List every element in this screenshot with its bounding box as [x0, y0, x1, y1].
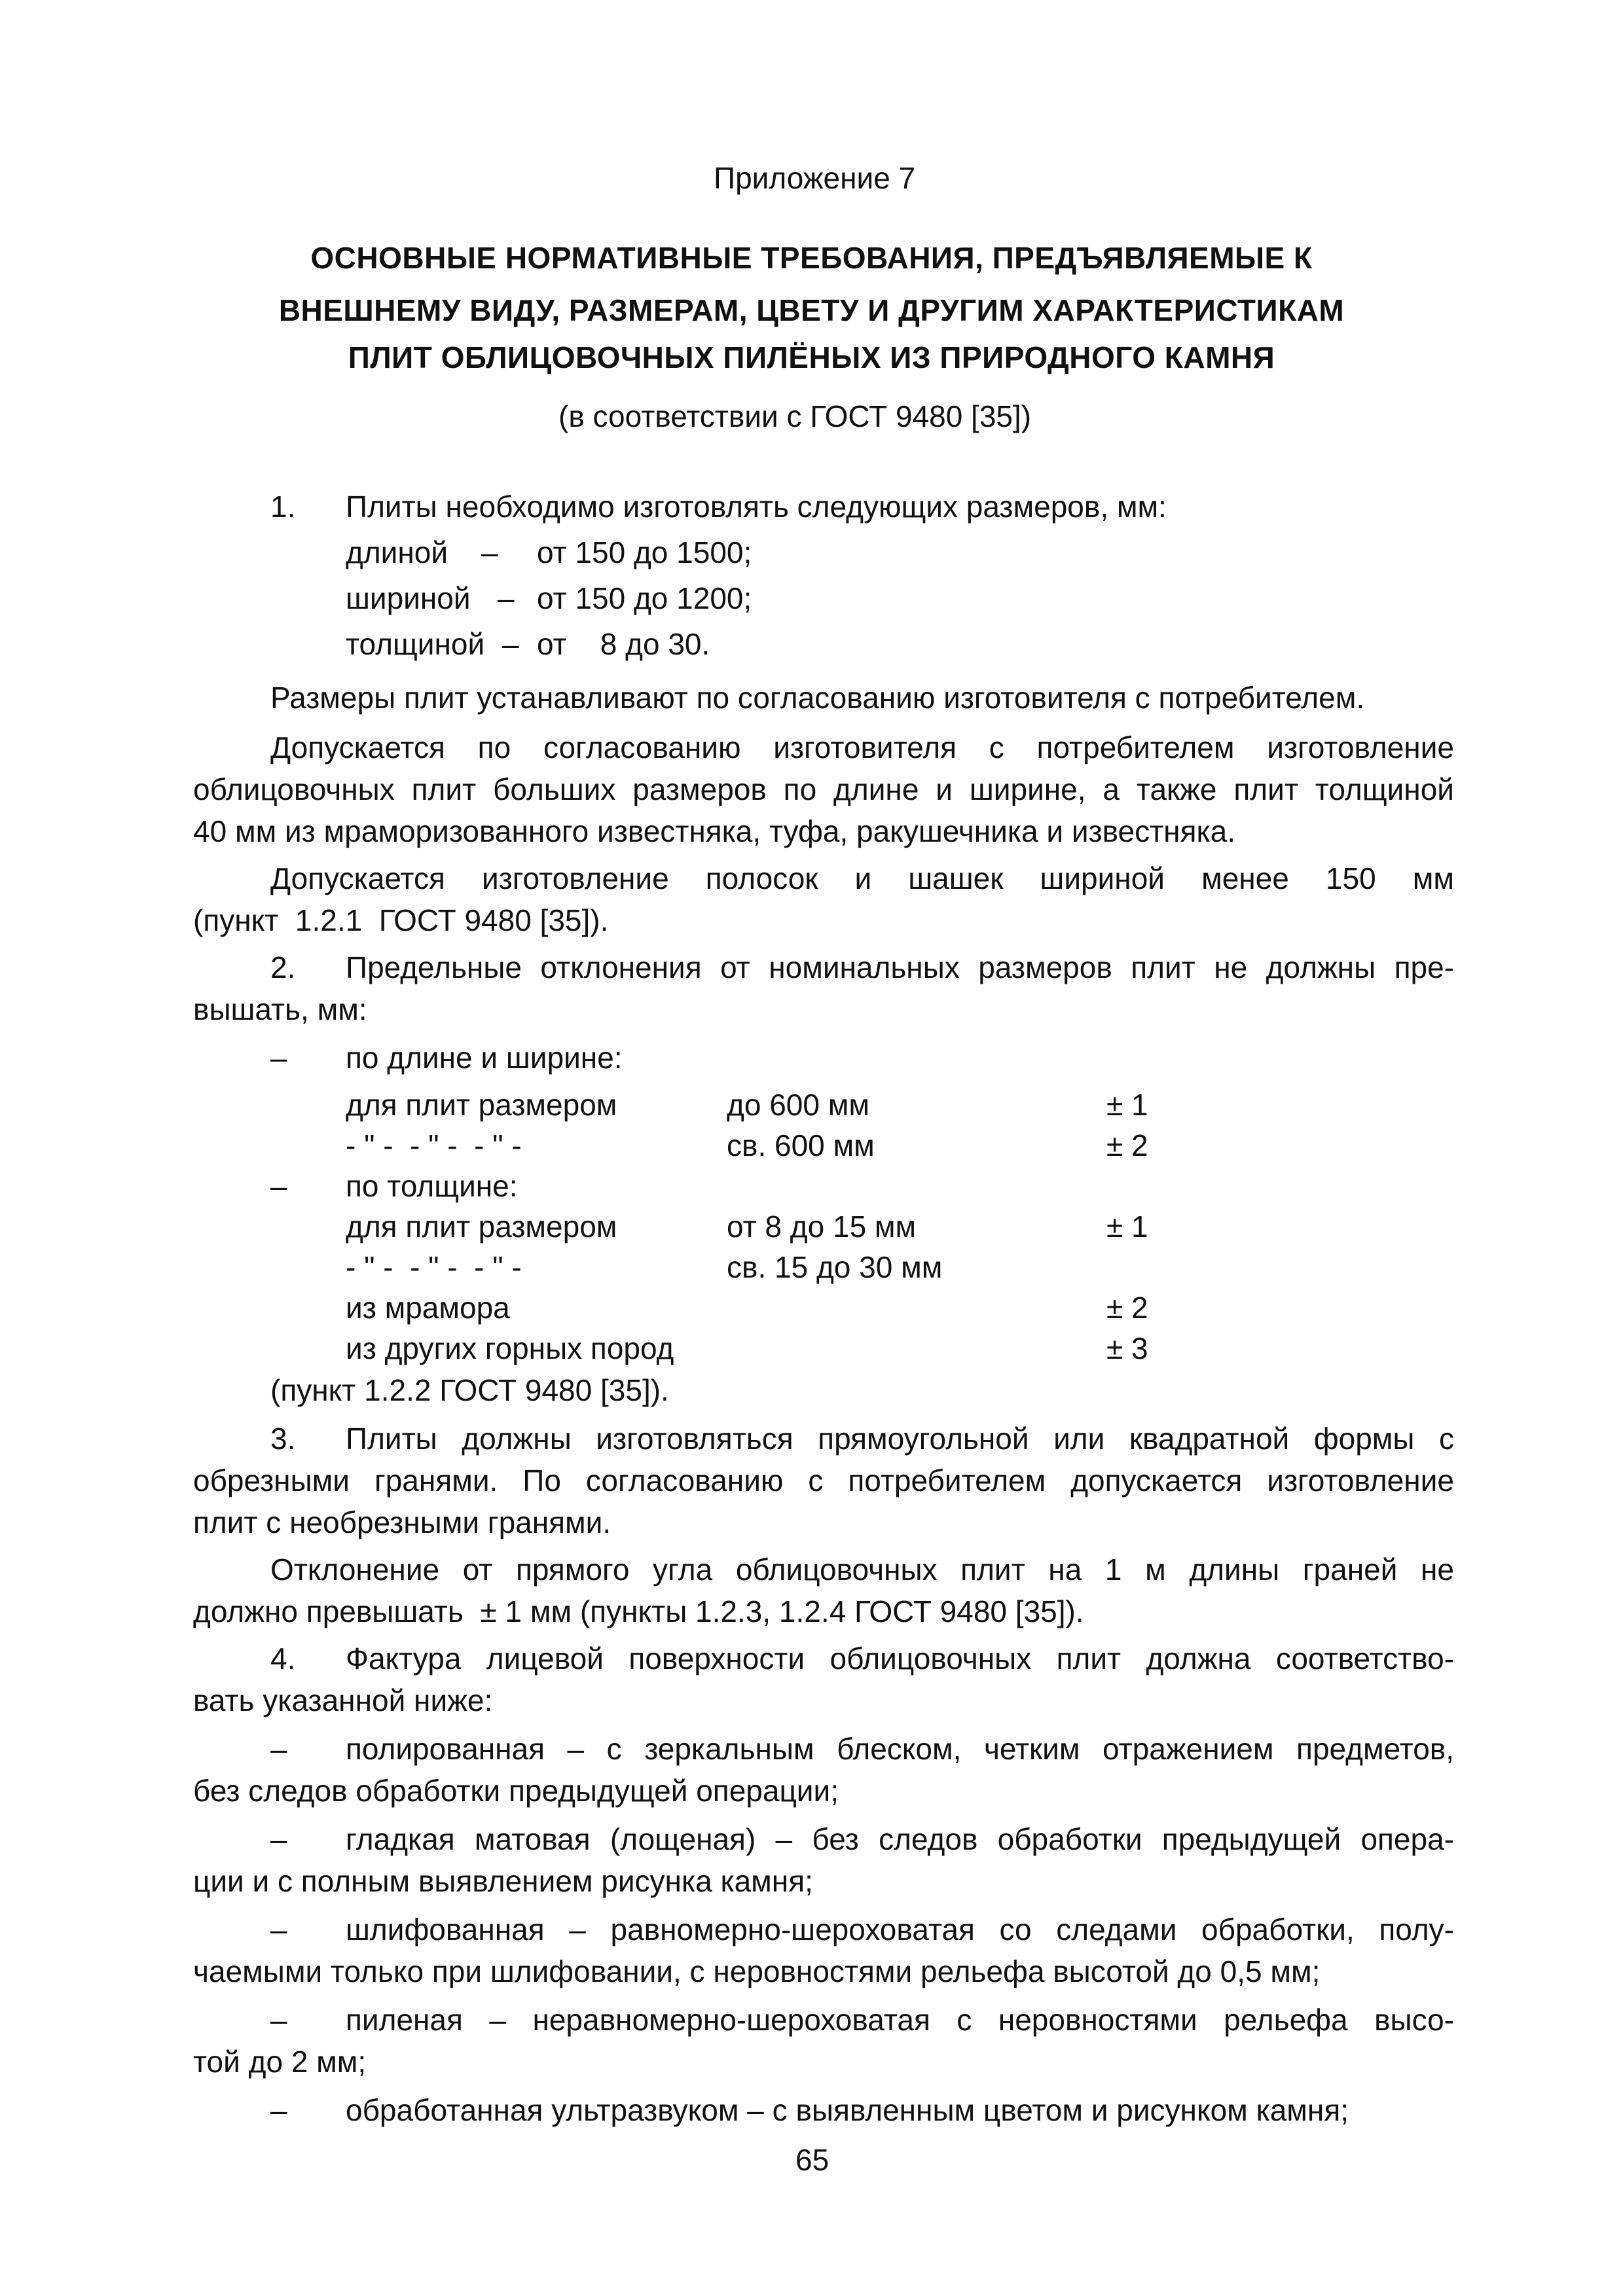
section-4-line-1: Фактура лицевой поверхности облицовочных плит должна соответство- [346, 1641, 1454, 1676]
texture-item-line-1: гладкая матовая (лощеная) – без следов обработки предыдущей опера- [346, 1822, 1454, 1856]
section-1-paragraph-3-line-2: (пункт 1.2.1 ГОСТ 9480 [35]). [193, 903, 609, 937]
tolerance-row-cell: св. 15 до 30 мм [727, 1250, 943, 1284]
tolerance-row-cell: - " - - " - - " - [346, 1128, 522, 1162]
tolerance-group-2-heading: по толщине: [346, 1169, 518, 1203]
tolerance-row-cell: от 8 до 15 мм [727, 1210, 917, 1244]
tolerance-row-cell: - " - - " - - " - [346, 1250, 522, 1284]
texture-item-line-1: шлифованная – равномерно-шероховатая со следами обработки, полу- [346, 1912, 1454, 1946]
tolerance-row-cell: из других горных пород [346, 1331, 674, 1365]
section-1-paragraph-2-line-1: Допускается по согласованию изготовителя с потребителем изготовление [270, 730, 1454, 764]
title-line-1: ОСНОВНЫЕ НОРМАТИВНЫЕ ТРЕБОВАНИЯ, ПРЕДЪЯВЛЯЕМЫЕ К [310, 241, 1313, 275]
size-width-range: от 150 до 1200; [537, 581, 752, 615]
size-width-label: шириной [346, 581, 471, 615]
section-1-paragraph-3-line-1: Допускается изготовление полосок и шашек шириной менее 150 мм [270, 861, 1454, 895]
texture-item-dash: – [270, 1732, 287, 1766]
section-3-line-2: обрезными гранями. По согласованию с потребителем допускается изготовление [193, 1463, 1454, 1498]
section-3-paragraph-2-line-2: должно превышать ± 1 мм (пункты 1.2.3, 1.2.4 ГОСТ 9480 [35]). [193, 1594, 1084, 1628]
tolerance-row-cell: св. 600 мм [727, 1128, 875, 1162]
texture-item-dash: – [270, 1822, 287, 1856]
section-3-line-1: Плиты должны изготовляться прямоугольной или квадратной формы с [346, 1422, 1454, 1456]
texture-item-dash: – [270, 1912, 287, 1946]
texture-item-line-2: ции и с полным выявлением рисунка камня; [193, 1864, 813, 1898]
section-3-paragraph-2-line-1: Отклонение от прямого угла облицовочных плит на 1 м длины граней не [270, 1552, 1454, 1587]
appendix-label: Приложение 7 [714, 161, 916, 195]
size-length-dash: – [481, 535, 498, 569]
texture-item-line-1: обработанная ультразвуком – с выявленным цветом и рисунком камня; [346, 2093, 1349, 2127]
section-1-paragraph-1: Размеры плит устанавливают по согласованию изготовителя с потребителем. [270, 681, 1365, 715]
tolerance-row-cell: из мрамора [346, 1291, 510, 1325]
section-3-line-3: плит с необрезными гранями. [193, 1505, 611, 1539]
texture-item-dash: – [270, 2093, 287, 2127]
section-2-reference: (пункт 1.2.2 ГОСТ 9480 [35]). [270, 1373, 669, 1407]
texture-item-line-1: пиленая – неравномерно-шероховатая с неровностями рельефа высо- [346, 2003, 1454, 2037]
texture-item-line-2: чаемыми только при шлифовании, с неровностями рельефа высотой до 0,5 мм; [193, 1954, 1321, 1988]
size-thickness-range: от 8 до 30. [537, 627, 710, 661]
tolerance-row-value: ± 1 [1106, 1088, 1148, 1122]
title-line-3: ПЛИТ ОБЛИЦОВОЧНЫХ ПИЛЁНЫХ ИЗ ПРИРОДНОГО КАМНЯ [348, 340, 1275, 374]
section-2-line-2: вышать, мм: [193, 992, 367, 1026]
section-4-line-2: вать указанной ниже: [193, 1683, 493, 1717]
tolerance-row-cell: для плит размером [346, 1088, 617, 1122]
section-3-number: 3. [270, 1422, 296, 1456]
section-1-text: Плиты необходимо изготовлять следующих размеров, мм: [346, 490, 1167, 524]
size-width-dash: – [498, 581, 515, 615]
section-4-number: 4. [270, 1641, 296, 1676]
section-1-paragraph-2-line-3: 40 мм из мраморизованного известняка, туфа, ракушечника и известняка. [193, 814, 1235, 848]
texture-item-line-2: той до 2 мм; [193, 2045, 367, 2079]
tolerance-row-value: ± 2 [1106, 1128, 1148, 1162]
subtitle: (в соответствии с ГОСТ 9480 [35]) [558, 399, 1032, 433]
section-1-number: 1. [270, 490, 296, 524]
texture-item-line-1: полированная – с зеркальным блеском, четким отражением предметов, [346, 1732, 1454, 1766]
texture-item-dash: – [270, 2003, 287, 2037]
section-2-number: 2. [270, 950, 296, 984]
size-length-range: от 150 до 1500; [537, 535, 752, 569]
tolerance-group-1-heading: по длине и ширине: [346, 1041, 623, 1075]
tolerance-row-cell: для плит размером [346, 1210, 617, 1244]
title-line-2: ВНЕШНЕМУ ВИДУ, РАЗМЕРАМ, ЦВЕТУ И ДРУГИМ ХАРАКТЕРИСТИКАМ [278, 293, 1345, 327]
tolerance-row-value: ± 2 [1106, 1291, 1148, 1325]
tolerance-row-cell: до 600 мм [727, 1088, 869, 1122]
page-number: 65 [795, 2143, 830, 2177]
section-1-paragraph-2-line-2: облицовочных плит больших размеров по длине и ширине, а также плит толщиной [193, 772, 1454, 806]
tolerance-group-2-dash: – [270, 1169, 287, 1203]
tolerance-group-1-dash: – [270, 1041, 287, 1075]
size-thickness-label: толщиной [346, 627, 485, 661]
size-thickness-dash: – [502, 627, 519, 661]
texture-item-line-2: без следов обработки предыдущей операции; [193, 1774, 839, 1808]
tolerance-row-value: ± 1 [1106, 1210, 1148, 1244]
section-2-line-1: Предельные отклонения от номинальных размеров плит не должны пре- [346, 950, 1454, 984]
tolerance-row-value: ± 3 [1106, 1331, 1148, 1365]
size-length-label: длиной [346, 535, 448, 569]
